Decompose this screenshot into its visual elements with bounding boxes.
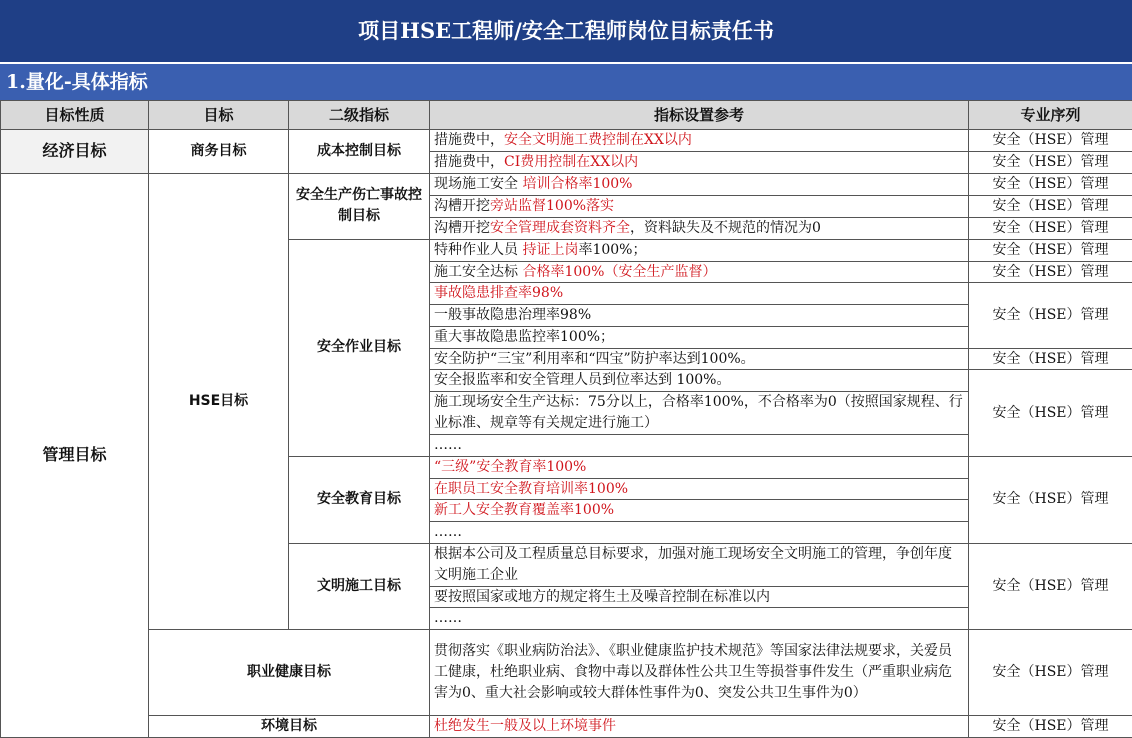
table-row <box>1 130 1132 152</box>
reference-cell: 在职员工安全教育培训率100% <box>430 478 969 500</box>
section-heading: 1.量化-具体指标 <box>0 64 1132 100</box>
ref-text: 施工安全达标 <box>434 264 522 280</box>
sub-civil: 文明施工目标 <box>289 543 430 629</box>
seq-cell: 安全（HSE）管理 <box>969 715 1132 737</box>
seq-cell: 安全（HSE）管理 <box>969 261 1132 283</box>
reference-cell <box>430 174 969 196</box>
reference-cell: 施工现场安全生产达标：75分以上，合格率100%，不合格率为0（按照国家规程、行业标准、规章等有关规定进行施工） <box>430 392 969 435</box>
header-sub: 二级指标 <box>289 101 430 130</box>
ref-text: 特种作业人员 <box>434 242 522 258</box>
seq-cell: 安全（HSE）管理 <box>969 152 1132 174</box>
ref-highlight: 旁站监督100%落实 <box>490 198 614 214</box>
seq-cell: 安全（HSE）管理 <box>969 174 1132 196</box>
seq-cell: 安全（HSE）管理 <box>969 239 1132 261</box>
header-reference: 指标设置参考 <box>430 101 969 130</box>
reference-cell: “三级”安全教育率100% <box>430 456 969 478</box>
nature-management: 管理目标 <box>1 174 149 738</box>
sub-ops: 安全作业目标 <box>289 239 430 456</box>
reference-cell <box>430 261 969 283</box>
goal-hse: HSE目标 <box>149 174 289 630</box>
header-nature: 目标性质 <box>1 101 149 130</box>
reference-cell: 贯彻落实《职业病防治法》、《职业健康监护技术规范》等国家法律法规要求，关爱员工健康，杜绝职业病、食物中毒以及群体性公共卫生等损誉事件发生（严重职业病危害为0、重大社会影响或较大群体性事件为0、突发公共卫生事件为0） <box>430 629 969 715</box>
seq-cell: 安全（HSE）管理 <box>969 348 1132 370</box>
goal-business: 商务目标 <box>149 130 289 174</box>
seq-cell: 安全（HSE）管理 <box>969 283 1132 349</box>
reference-cell: 安全防护“三宝”利用率和“四宝”防护率达到100%。 <box>430 348 969 370</box>
reference-cell: 根据本公司及工程质量总目标要求，加强对施工现场安全文明施工的管理，争创年度文明施工企业 <box>430 543 969 586</box>
table-row <box>1 174 1132 196</box>
ref-text: 措施费中， <box>434 132 504 148</box>
reference-cell: 要按照国家或地方的规定将生土及噪音控制在标准以内 <box>430 586 969 608</box>
ref-highlight: 持证上岗 <box>522 242 578 258</box>
ref-text: 现场施工安全 <box>434 176 522 192</box>
header-sequence: 专业序列 <box>969 101 1132 130</box>
ref-highlight: CI费用控制在XX以内 <box>504 154 638 170</box>
table-row <box>1 629 1132 715</box>
ref-text: ，资料缺失及不规范的情况为0 <box>630 220 821 236</box>
reference-cell <box>430 130 969 152</box>
reference-cell: …… <box>430 522 969 544</box>
reference-cell: 杜绝发生一般及以上环境事件 <box>430 715 969 737</box>
reference-cell: 新工人安全教育覆盖率100% <box>430 500 969 522</box>
ref-highlight: 安全文明施工费控制在XX以内 <box>504 132 692 148</box>
ref-text: 措施费中， <box>434 154 504 170</box>
goal-health: 职业健康目标 <box>149 629 430 715</box>
ref-text: 沟槽开挖 <box>434 198 490 214</box>
table-row <box>1 715 1132 737</box>
target-table <box>0 100 1132 738</box>
reference-cell <box>430 196 969 218</box>
goal-env: 环境目标 <box>149 715 430 737</box>
reference-cell <box>430 239 969 261</box>
reference-cell: 重大事故隐患监控率100%； <box>430 326 969 348</box>
sub-cost: 成本控制目标 <box>289 130 430 174</box>
header-row <box>1 101 1132 130</box>
ref-text: 率100%； <box>578 242 646 258</box>
seq-cell: 安全（HSE）管理 <box>969 196 1132 218</box>
ref-highlight: 合格率100%（安全生产监督） <box>522 264 716 280</box>
reference-cell: …… <box>430 608 969 630</box>
seq-cell: 安全（HSE）管理 <box>969 629 1132 715</box>
nature-economic: 经济目标 <box>1 130 149 174</box>
reference-cell: 事故隐患排查率98% <box>430 283 969 305</box>
ref-text: 沟槽开挖 <box>434 220 490 236</box>
ref-highlight: 培训合格率100% <box>522 176 632 192</box>
sub-casualty: 安全生产伤亡事故控制目标 <box>289 174 430 240</box>
reference-cell <box>430 217 969 239</box>
reference-cell: 一般事故隐患治理率98% <box>430 305 969 327</box>
header-goal: 目标 <box>149 101 289 130</box>
seq-cell: 安全（HSE）管理 <box>969 456 1132 543</box>
sub-edu: 安全教育目标 <box>289 456 430 543</box>
seq-cell: 安全（HSE）管理 <box>969 217 1132 239</box>
reference-cell: …… <box>430 435 969 457</box>
reference-cell: 安全报监率和安全管理人员到位率达到 100%。 <box>430 370 969 392</box>
seq-cell: 安全（HSE）管理 <box>969 370 1132 457</box>
seq-cell: 安全（HSE）管理 <box>969 130 1132 152</box>
seq-cell: 安全（HSE）管理 <box>969 543 1132 629</box>
reference-cell <box>430 152 969 174</box>
ref-highlight: 安全管理成套资料齐全 <box>490 220 630 236</box>
page-title: 项目HSE工程师/安全工程师岗位目标责任书 <box>0 0 1132 62</box>
